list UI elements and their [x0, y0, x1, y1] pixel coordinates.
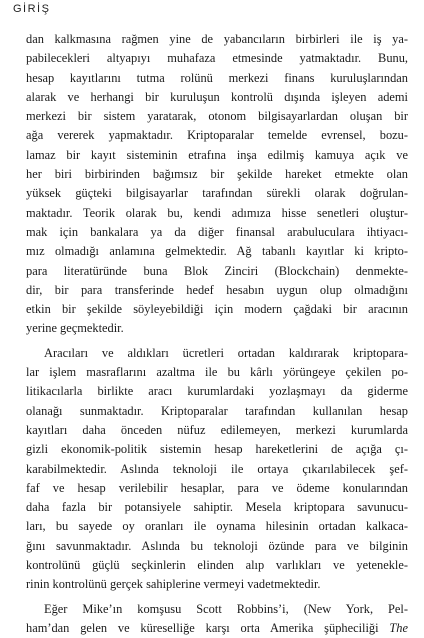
- text-line: rinin kontrolünü gerçek sahiplerine vermeyi vadetmektedir.: [26, 577, 321, 592]
- paragraph-container: [26, 30, 408, 638]
- text-line: ğını savunmaktadır. Aslında bu teknoloji özünde para ve bilginin: [26, 538, 408, 553]
- text-line: para literatüründe buna Blok Zinciri (Blockchain) denmekte-: [26, 263, 408, 278]
- text-line: lamaz bir kayıt sisteminin etrafına inşa edilmiş kamuya açık ve: [26, 147, 408, 162]
- text-line: kontrolünü güçlü seçkinlerin elinden alıp varlıkları ve yetenekle-: [26, 558, 408, 573]
- text-line: faf ve hesap verilebilir hesaplar, para ve ödeme konularından: [26, 480, 408, 495]
- text-line: Eğer Mike’ın komşusu Scott Robbins’i, (New York, Pel-: [44, 601, 408, 616]
- text-line: Aracıları ve aldıkları ücretleri ortadan kaldırarak kriptopara-: [44, 345, 408, 360]
- text-line: daha fazla bir potansiyele sahiptir. Mesela kriptopara savunucu-: [26, 500, 408, 515]
- text-line: her biri birbirinden bağımsız bir şekilde hareket etmekte olan: [26, 167, 408, 182]
- text-line: gizli ekonomik-politik sistemin hesap hareketlerini de açığa çı-: [26, 442, 408, 457]
- text-line: ağa vererek yapmaktadır. Kriptoparalar temelde evrensel, bozu-: [26, 128, 408, 143]
- text-line: yerine geçmektedir.: [26, 321, 124, 336]
- text-line: pabilecekleri altyapıyı muhafaza etmesinde yatmaktadır. Bunu,: [26, 51, 408, 66]
- text-line: etkin bir şekilde söyleyebildiği için modern çağdaki bir aracının: [26, 302, 408, 317]
- text-line: karabilmektedir. Aslında teknoloji ile ortaya çıkarılabilecek şef-: [26, 461, 408, 476]
- text-line: lar işlem masraflarını azaltma ile bu kârlı yörüngeye çekilen po-: [26, 365, 408, 380]
- text-line: yüksek güçteki bilgisayarlar tarafından sürekli olarak doğrulan-: [26, 186, 408, 201]
- text-line: mak için bankalara ya da diğer finansal arabuluculara ihtiyacı-: [26, 224, 408, 239]
- body-text: [26, 30, 408, 638]
- text-line: mız olmadığı anlamına gelmektedir. Ağ tabanlı kayıtlar ki kripto-: [26, 244, 408, 259]
- text-line: ham’dan gelen ve küreselliğe karşı orta Amerika şüpheciliği The: [26, 620, 408, 635]
- text-line: merkezi bir sistem yaratarak, otonom bilgisayarlardan oluşan bir: [26, 109, 408, 124]
- paragraph: [26, 344, 408, 595]
- text-line: dan kalkmasına rağmen yine de yabancıların birbirleri ile iş ya-: [26, 32, 408, 46]
- text-line: dir, bir para transferinde hedef hesabın uygun olup olmadığını: [26, 282, 408, 297]
- text-line: kayıtları daha önceden nüfuz edilemeyen, merkezi kurumlarda: [26, 422, 408, 437]
- text-line: olanağı sunmaktadır. Kriptoparalar tarafından kullanılan hesap: [26, 403, 408, 418]
- italic-word: The: [389, 620, 408, 635]
- text-line: maktadır. Teorik olarak bu, kendi adımıza hisse senetleri oluştur-: [26, 205, 408, 220]
- text-line: hesap kayıtlarını tutma rolünü merkezi finans kuruluşlarından: [26, 70, 408, 85]
- text-line: litikacılarla birlikte aracı kurumlardaki yozlaşmayı da giderme: [26, 384, 408, 399]
- paragraph: [26, 600, 408, 638]
- running-header: GİRİŞ: [13, 3, 51, 15]
- text-line: alarak ve herhangi bir kuruluşun kontrolü dışında işleyen ademi: [26, 89, 408, 104]
- text-line: ları, bu sayede oy oranları ile oynama hilesinin ortadan kalkaca-: [26, 519, 408, 534]
- paragraph: [26, 30, 408, 339]
